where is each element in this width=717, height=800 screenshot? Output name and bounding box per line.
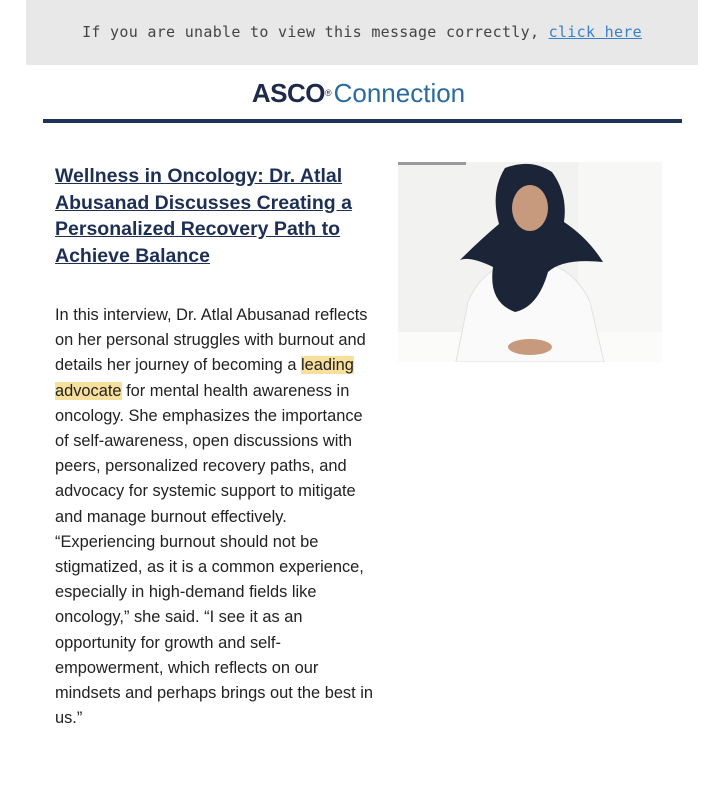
logo-brand: ASCO — [251, 78, 325, 108]
click-here-link[interactable]: click here — [548, 23, 642, 41]
face — [512, 185, 548, 231]
photo-top-edge — [398, 162, 466, 165]
logo-registered-mark: ® — [324, 88, 332, 98]
folded-hands — [508, 339, 552, 355]
banner-message — [26, 23, 698, 41]
summary-part-1: In this interview, Dr. Atlal Abusanad reflects on her personal struggles with burnout and details her journey of becoming a — [55, 306, 368, 375]
article-photo[interactable] — [398, 162, 662, 362]
logo-product: Connection — [333, 78, 466, 108]
article-headline-link[interactable]: Wellness in Oncology: Dr. Atlal Abusanad Discusses Creating a Personalized Recovery Path to Achieve Balance — [55, 165, 352, 267]
article-summary — [55, 303, 373, 731]
banner-message-text: If you are unable to view this message correctly, — [82, 23, 540, 41]
asco-connection-logo[interactable] — [0, 78, 717, 108]
highlighted-word-advocate: advocate — [55, 381, 122, 400]
highlighted-word-leading: leading — [301, 356, 354, 375]
view-in-browser-banner — [26, 0, 698, 65]
header-divider — [43, 119, 682, 123]
summary-part-2: for mental health awareness in oncology. She emphasizes the importance of self-awareness, open discussions with peers, personalized recovery paths, and advocacy for systemic support to mitigate and manage burnout effectively. “Experiencing burnout should not be stigmatized, as it is a common experience, especially in high-demand fields like oncology,” she said. “I see it as an opportunity for growth and self-empowerment, which reflects on our mindsets and perhaps brings out the best in us.” — [55, 381, 373, 728]
